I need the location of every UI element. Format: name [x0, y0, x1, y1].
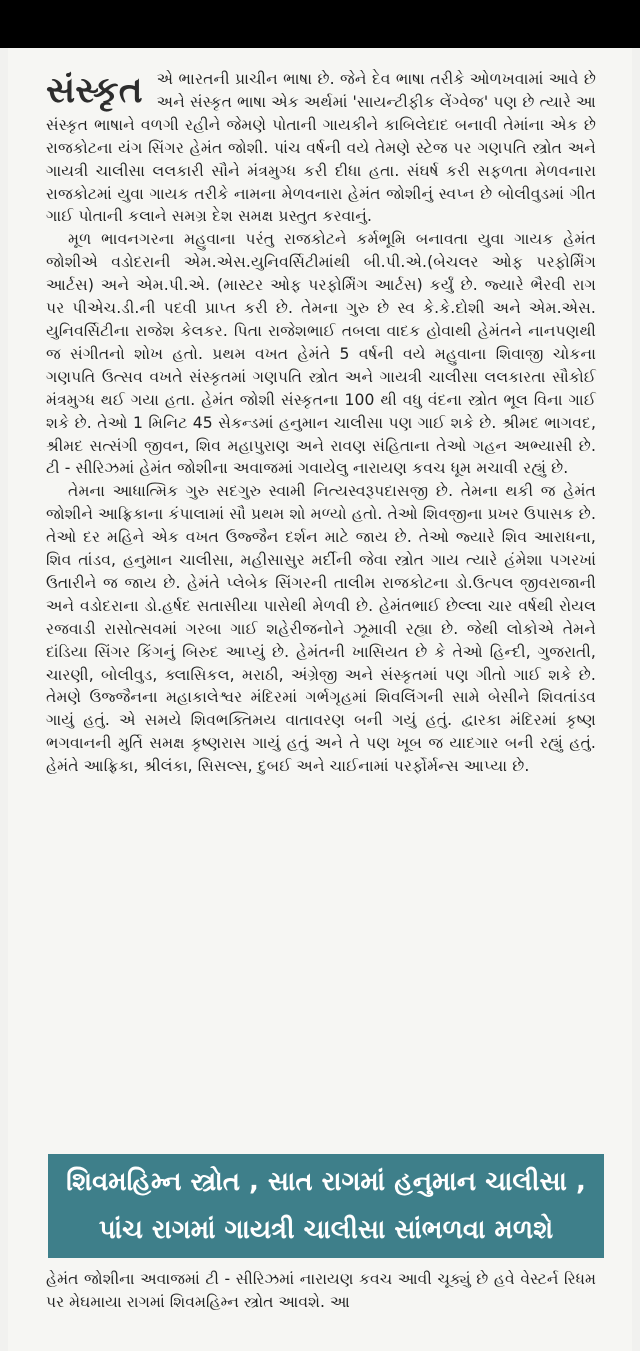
top-black-bar [0, 0, 640, 48]
highlight-banner [48, 1154, 604, 1258]
paragraph-1 [46, 68, 596, 228]
dropcap-heading: સંસ્કૃત [46, 69, 143, 111]
banner-line-1: શિવમહિમ્ન સ્ત્રોત , સાત રાગમાં હનુમાન ચાલીસા , [66, 1167, 586, 1197]
paragraph-3: તેમના આધાત્મિક ગુરુ સદગુરુ સ્વામી નિત્યસ્વરૂપદાસજી છે. તેમના થકી જ હેમંત જોશીને આફ્રિકાના કંપાલામાં સૌ પ્રથમ શો મળ્યો હતો. તેઓ શિવજીના પ્રખર ઉપાસક છે. તેઓ દર મહિને એક વખત ઉજ્જૈન દર્શન માટે જાય છે. તેઓ જ્યારે શિવ આરાધના, શિવ તાંડવ, હનુમાન ચાલીસા, મહીસાસુર મર્દીની જેવા સ્ત્રોત ગાય ત્યારે હંમેશા પગરખાં ઉતારીને જ જાય છે. હેમંતે પ્લેબેક સિંગરની તાલીમ રાજકોટના ડો.ઉત્પલ જીવરાજાની અને વડોદરાના ડો.હર્ષદ સતાસીયા પાસેથી મેળવી છે. હેમંતભાઈ છેલ્લા ચાર વર્ષથી રોયલ રજવાડી રાસોત્સવમાં ગરબા ગાઈ શહેરીજનોને ઝૂમાવી રહ્યા છે. જેથી લોકોએ તેમને દાંડિયા સિંગર કિંગનું બિરુદ આપ્યું છે. હેમંતની ખાસિયત છે કે તેઓ હિન્દી, ગુજરાતી, ચારણી, બોલીવુડ, ક્લાસિકલ, મરાઠી, અંગ્રેજી અને સંસ્કૃતમાં પણ ગીતો ગાઈ શકે છે. તેમણે ઉજ્જૈનના મહાકાલેશ્વર મંદિરમાં ગર્ભગૃહમાં શિવલિંગની સામે બેસીને શિવતાંડવ ગાયું હતું. એ સમયે શિવભક્તિમય વાતાવરણ બની ગયું હતું. દ્વારકા મંદિરમાં કૃષ્ણ ભગવાનની મુર્તિ સમક્ષ કૃષ્ણરાસ ગાયું હતું અને તે પણ ખૂબ જ યાદગાર બની રહ્યું હતું. હેમંતે આફ્રિકા, શ્રીલંકા, સિસલ્સ, દુબઈ અને ચાઈનામાં પરર્ફોર્મન્સ આપ્યા છે. [46, 482, 596, 776]
article-body [46, 68, 596, 778]
paragraph-2: મૂળ ભાવનગરના મહુવાના પરંતુ રાજકોટને કર્મભૂમિ બનાવતા યુવા ગાયક હેમંત જોશીએ વડોદરાની એમ.એસ.યુનિવર્સિટીમાંથી બી.પી.એ.(બેચલર ઓફ પરફોર્મિંગ આર્ટસ) અને એમ.પી.એ. (માસ્ટર ઓફ પરફોર્મિંગ આર્ટસ) કર્યું છે. જ્યારે ભૈરવી રાગ પર પીએચ.ડી.ની પદવી પ્રાપ્ત કરી છે. તેમના ગુરુ છે સ્વ કે.કે.દોશી અને એમ.એસ. યુનિવર્સિટીના રાજેશ કેલકર. પિતા રાજેશભાઈ તબલા વાદક હોવાથી હેમંતને નાનપણથી જ સંગીતનો શોખ હતો. પ્રથમ વખત હેમંતે 5 વર્ષની વયે મહુવાના શિવાજી ચોકના ગણપતિ ઉત્સવ વખતે સંસ્કૃતમાં ગણપતિ સ્ત્રોત અને ગાયત્રી ચાલીસા લલકારતા સૌકોઈ મંત્રમુગ્ધ થઈ ગયા હતા. હેમંત જોશી સંસ્કૃતના 100 થી વધુ વંદના સ્ત્રોત ભૂલ વિના ગાઈ શકે છે. તેઓ 1 મિનિટ 45 સેકન્ડમાં હનુમાન ચાલીસા પણ ગાઈ શકે છે. શ્રીમદ ભાગવદ, શ્રીમદ સત્સંગી જીવન, શિવ મહાપુરાણ અને રાવણ સંહિતાના તેઓ ગહન અભ્યાસી છે. ટી - સીરિઝમાં હેમંત જોશીના અવાજમાં ગવાયેલુ નારાયણ કવચ ધૂમ મચાવી રહ્યું છે. [46, 230, 597, 478]
paragraph-1-text: એ ભારતની પ્રાચીન ભાષા છે. જેને દેવ ભાષા તરીકે ઓળખવામાં આવે છે અને સંસ્કૃત ભાષા એક અર્થમાં 'સાયન્ટીફીક લેંગ્વેજ' પણ છે ત્યારે આ સંસ્કૃત ભાષાને વળગી રહીને જેમણે પોતાની ગાયકીને કાબિલેદાદ બનાવી તેમાંના એક છે રાજકોટના યંગ સિંગર હેમંત જોશી. પાંચ વર્ષની વયે તેમણે સ્ટેજ પર ગણપતિ સ્ત્રોત અને ગાયત્રી ચાલીસા લલકારી સૌને મંત્રમુગ્ધ કરી દીધા હતા. સંઘર્ષ કરી સફળતા મેળવનારા રાજકોટમાં યુવા ગાયક તરીકે નામના મેળવનારા હેમંત જોશીનું સ્વપ્ન છે બોલીવુડમાં ગીત ગાઈ પોતાની કલાને સમગ્ર દેશ સમક્ષ પ્રસ્તુત કરવાનું. [46, 70, 596, 226]
banner-line-2: પાંચ રાગમાં ગાયત્રી ચાલીસા સાંભળવા મળશે [98, 1215, 554, 1245]
newspaper-article [8, 48, 632, 1351]
continuation-text: હેમંત જોશીના અવાજમાં ટી - સીરિઝમાં નારાયણ કવચ આવી ચૂક્યું છે હવે વેસ્ટર્ન રિધમ પર મેઘમાયા રાગમાં શિવમહિમ્ન સ્ત્રોત આવશે. આ [46, 1270, 596, 1311]
article-continuation [46, 1268, 596, 1314]
